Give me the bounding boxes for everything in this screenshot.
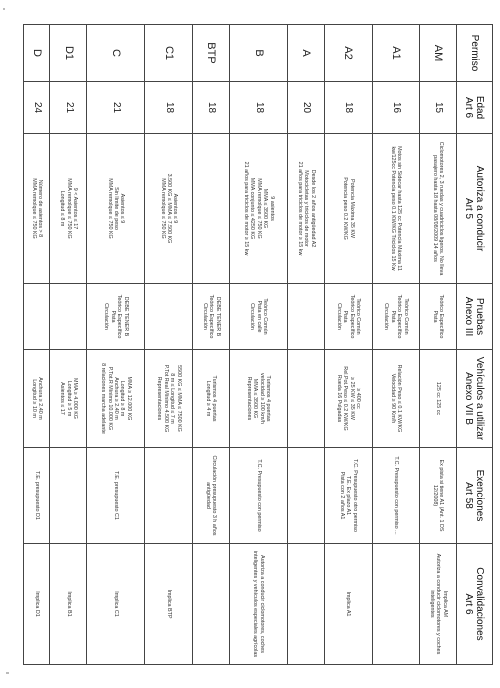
cell-pruebas xyxy=(24,284,50,350)
cell-autoriza: 9 < Asientos ≤ 17 MMA remolque ≤ 750 KG Longitud ≤ 8 m xyxy=(50,134,87,284)
cell-autoriza: Desde los 2 años antigüedad A2 Motocicletas y triciclos de motor 21 años para triciclos de motor ≥ 15 kw xyxy=(288,134,325,284)
license-table xyxy=(23,24,493,665)
cell-pruebas: DEBE TENER B Teórico Específico Circulación xyxy=(193,284,230,350)
cell-pruebas xyxy=(145,284,193,350)
table-row xyxy=(229,25,287,665)
cell-autoriza: Ciclomotores 2, 3 ruedas y cuadriciclos ligeros. No lleva pasajero hasta 18 hasta 08/08/2009 14 años xyxy=(420,134,457,284)
cell-edad: 16 xyxy=(372,82,420,134)
cell-pruebas xyxy=(50,284,87,350)
table-row xyxy=(145,25,193,665)
cell-permiso: A1 xyxy=(372,25,420,82)
cell-convalidaciones: Implica D1 xyxy=(24,544,50,665)
table-row xyxy=(420,25,457,665)
cell-convalidaciones xyxy=(288,544,325,665)
cell-pruebas xyxy=(288,284,325,350)
cell-vehiculos: 125 cc 125 cc xyxy=(420,350,457,448)
table-row xyxy=(193,25,230,665)
cell-exenciones: T.E. presupuesto C1 xyxy=(87,448,145,544)
cell-convalidaciones: Autoriza a conducir ciclomotores, coches inteligentes y vehículos especiales agrícolas xyxy=(229,544,287,665)
cell-convalidaciones: Implica AM Autoriza a conducir ciclomotores y coches inteligentes xyxy=(420,544,457,665)
table-row xyxy=(24,25,50,665)
cell-permiso: C xyxy=(87,25,145,82)
cell-vehiculos: MMA ≥ 12.000 KG Longitud ≥ 8 m Anchura ≥ 2.40 m P.Tot.R Mínimo 10.000 KG 8 relaciones marcha adelante xyxy=(87,350,145,448)
cell-exenciones xyxy=(50,448,87,544)
cell-permiso: AM xyxy=(420,25,457,82)
cell-autoriza: Asientos ≤ 9 Sin límite de peso MMA remolque ≤ 750 KG xyxy=(87,134,145,284)
cell-permiso: A xyxy=(288,25,325,82)
header-row xyxy=(457,25,493,665)
cell-convalidaciones xyxy=(372,544,420,665)
cell-vehiculos: Anchura ≥ 2.40 m Longitud ≥ 10 m xyxy=(24,350,50,448)
scan-speck xyxy=(3,8,5,10)
cell-exenciones: Circulación presupuesto 3 h años antigüedad xyxy=(193,448,230,544)
cell-vehiculos: Turismos 4 puertas Longitud ≥ 4 m xyxy=(193,350,230,448)
header-autoriza: Autoriza a conducir Art 5 xyxy=(457,134,493,284)
cell-permiso: A2 xyxy=(325,25,373,82)
cell-vehiculos: 5500 KG ≤ MMA ≤ 7500 KG 8 m ≤ Longitud ≤ 7 m P.Tot Real Mínimo 4.500 KG Representaciones xyxy=(145,350,193,448)
cell-edad: 15 xyxy=(420,82,457,134)
cell-convalidaciones: Implica BTP xyxy=(145,544,193,665)
cell-pruebas: Teórico Común Pista en calle Circulación xyxy=(229,284,287,350)
header-vehiculos: Vehículos a utilizar Anexo VII B xyxy=(457,350,493,448)
table-row xyxy=(87,25,145,665)
cell-edad: 18 xyxy=(193,82,230,134)
cell-pruebas: DEBE TENER B Teórico Específico Pista Circulación xyxy=(87,284,145,350)
cell-edad: 18 xyxy=(325,82,373,134)
cell-permiso: D1 xyxy=(50,25,87,82)
cell-autoriza: Número de asientos > 8 MMA remolque ≤ 750 KG xyxy=(24,134,50,284)
cell-exenciones: T.C. Presupuesto con permiso ... xyxy=(372,448,420,544)
cell-pruebas: Teórico Común Teórico Específico Pista Circulación xyxy=(372,284,420,350)
table-row xyxy=(288,25,325,665)
table-row xyxy=(325,25,373,665)
license-table-sheet xyxy=(23,24,493,664)
scan-speck xyxy=(6,672,9,674)
header-pruebas: Pruebas Anexo III xyxy=(457,284,493,350)
cell-edad: 20 xyxy=(288,82,325,134)
cell-autoriza xyxy=(193,134,230,284)
header-edad: Edad Art 6 xyxy=(457,82,493,134)
cell-permiso: C1 xyxy=(145,25,193,82)
cell-convalidaciones: Implica C1 xyxy=(87,544,145,665)
cell-convalidaciones: Implica B1 xyxy=(50,544,87,665)
cell-autoriza: Asientos ≤ 9 3.500 KG ≤ MMA ≤ 7.500 KG MMA remolque ≤ 750 KG xyxy=(145,134,193,284)
header-exenciones: Exenciones Art 58 xyxy=(457,448,493,544)
cell-permiso: BTP xyxy=(193,25,230,82)
cell-exenciones xyxy=(145,448,193,544)
cell-vehiculos: Turismos 4 puertas velocidad ≥ 100 km/h MMA ≤ 3500 KG Representaciones xyxy=(229,350,287,448)
table-row xyxy=(50,25,87,665)
cell-exenciones: T.E. presupuesto D1 xyxy=(24,448,50,544)
cell-edad: 21 xyxy=(87,82,145,134)
cell-convalidaciones xyxy=(193,544,230,665)
cell-exenciones xyxy=(288,448,325,544)
cell-exenciones: Ex pista si tiene A1 (Ant. 1 DS 12/2008) xyxy=(420,448,457,544)
cell-convalidaciones: Implica A1 xyxy=(325,544,373,665)
cell-autoriza: Potencia Máxima 35 KW Potencia peso 0.2 KW/KG xyxy=(325,134,373,284)
cell-pruebas: Teórico Específico Pista xyxy=(420,284,457,350)
cell-autoriza: 9 asientos MMA ≤ 3500 KG MMA remolque ≤ 750 KG MMA conjunto ≤ 4250 KG 21 años para triciclos de motor ≥ 15 kw xyxy=(229,134,287,284)
cell-exenciones: T.C. Presupuesto con permiso xyxy=(229,448,287,544)
cell-permiso: B xyxy=(229,25,287,82)
cell-vehiculos xyxy=(288,350,325,448)
cell-pruebas: Teórico Común Teórico Específico Pista Circulación xyxy=(325,284,373,350)
cell-vehiculos: MMA ≥ 4.000 KG Longitud ≥ 5 m Asientos ≤ 17 xyxy=(50,350,87,448)
header-convalidaciones: Convalidaciones Art 6 xyxy=(457,544,493,665)
cell-edad: 18 xyxy=(229,82,287,134)
cell-vehiculos: ≥ 400 cc ≥ 25 KW ≤ 35 KW Rel.Pot.Peso ≤ 0.2 KW/KG Rueda 16 Pulgadas xyxy=(325,350,373,448)
cell-edad: 21 xyxy=(50,82,87,134)
table-row xyxy=(372,25,420,665)
header-permiso: Permiso xyxy=(457,25,493,82)
cell-permiso: D xyxy=(24,25,50,82)
cell-edad: 24 xyxy=(24,82,50,134)
cell-edad: 18 xyxy=(145,82,193,134)
cell-exenciones: T.C. Presupuesto otro permiso T.E. Ex plazo A1 Pista con 2 años A1 xyxy=(325,448,373,544)
cell-vehiculos: Relación Peso ≤ 0.1 KW/KG Velocidad ≥ 90 Km/h xyxy=(372,350,420,448)
cell-autoriza: Motos sin Sidecar hasta 125 cc Potencia Máxima 11 kw/125cc Potencia peso 0.1 KW/KG Triciclos 15 Kw xyxy=(372,134,420,284)
